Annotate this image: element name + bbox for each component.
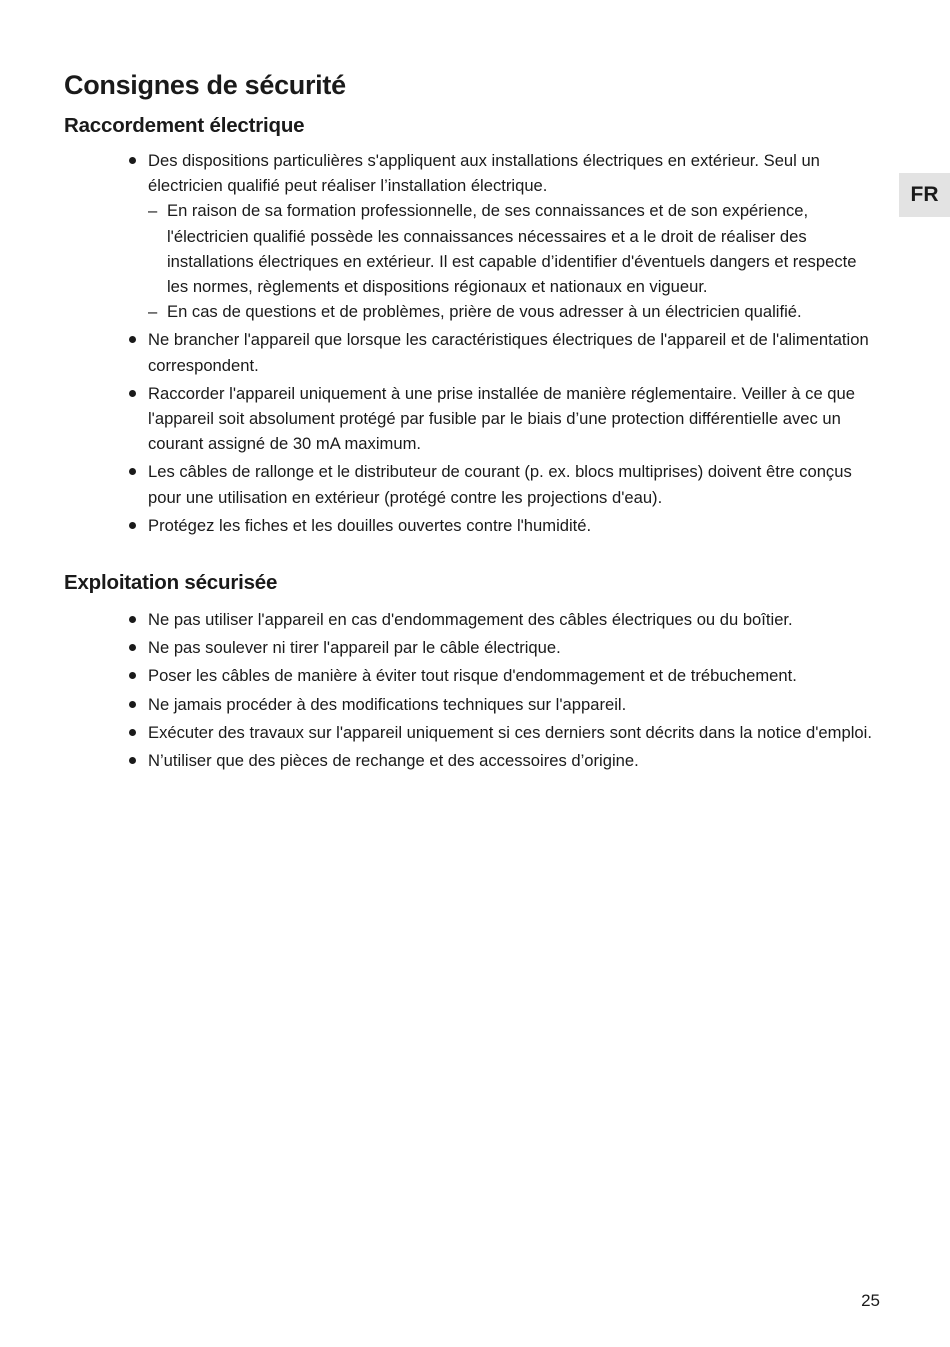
list-item xyxy=(128,748,873,773)
list-item xyxy=(128,148,873,324)
bullet-icon xyxy=(129,336,136,343)
list-item xyxy=(128,327,873,377)
list-item-text: Ne jamais procéder à des modifications techniques sur l'appareil. xyxy=(148,694,627,714)
list-item-text: N’utiliser que des pièces de rechange et des accessoires d’origine. xyxy=(148,751,639,771)
section-heading-safe-operation: Exploitation sécurisée xyxy=(64,571,278,594)
bullet-icon xyxy=(129,757,136,764)
sub-list-item xyxy=(148,299,873,324)
list-item xyxy=(128,635,873,660)
bullet-icon xyxy=(129,390,136,397)
bullet-icon xyxy=(129,616,136,623)
page-title: Consignes de sécurité xyxy=(64,70,346,100)
dash-icon: – xyxy=(148,302,158,322)
page-number: 25 xyxy=(861,1291,880,1310)
section-heading-electrical-connection: Raccordement électrique xyxy=(64,114,305,137)
list-item-text: Protégez les fiches et les douilles ouvertes contre l'humidité. xyxy=(148,515,592,535)
list-item-text: Ne pas utiliser l'appareil en cas d'endommagement des câbles électriques ou du boîtier. xyxy=(148,610,793,629)
list-item-text: Poser les câbles de manière à éviter tout risque d'endommagement et de trébuchement. xyxy=(148,666,797,686)
list-item xyxy=(128,692,873,717)
bullet-icon xyxy=(129,468,136,475)
bullet-icon xyxy=(129,729,136,736)
bullet-icon xyxy=(129,157,136,164)
list-item-text: Ne pas soulever ni tirer l'appareil par le câble électrique. xyxy=(148,638,561,658)
list-item-text: Raccorder l'appareil uniquement à une prise installée de manière réglementaire. Veiller à ce que l'appareil soit absolument protégé par fusible par le biais d’une protection différentielle avec un courant assigné de 30 mA maximum. xyxy=(148,383,855,454)
bullet-icon xyxy=(129,701,136,708)
sub-list-item xyxy=(148,198,873,299)
list-item xyxy=(128,513,873,538)
list-item-text: Les câbles de rallonge et le distributeur de courant (p. ex. blocs multiprises) doivent être conçus pour une utilisation en extérieur (protégé contre les projections d'eau). xyxy=(148,462,852,507)
list-item-text: Des dispositions particulières s'appliquent aux installations électriques en extérieur. Seul un électricien qualifié peut réaliser l’installation électrique. xyxy=(148,151,820,196)
sub-list-item-text: En raison de sa formation professionnelle, de ses connaissances et de son expérience, l'électricien qualifié possède les connaissances nécessaires et a le droit de réaliser des installations électriques en extérieur. Il est capable d’identifier d'éventuels dangers et respecte les normes, règlements et dispositions régionaux et nationaux en vigueur. xyxy=(167,201,857,297)
list-item-text: Exécuter des travaux sur l'appareil uniquement si ces derniers sont décrits dans la notice d'emploi. xyxy=(148,722,872,742)
list-item xyxy=(128,720,873,745)
bullet-icon xyxy=(129,522,136,529)
list-item-text: Ne brancher l'appareil que lorsque les caractéristiques électriques de l'appareil et de l'alimentation correspondent. xyxy=(148,330,869,375)
bullet-icon xyxy=(129,644,136,651)
language-tab: FR xyxy=(899,173,950,217)
list-item xyxy=(128,663,873,688)
list-item xyxy=(128,459,873,509)
bullet-icon xyxy=(129,672,136,679)
sub-list-item-text: En cas de questions et de problèmes, prière de vous adresser à un électricien qualifié. xyxy=(167,302,802,322)
electrical-connection-list xyxy=(128,148,873,541)
list-item xyxy=(128,607,873,632)
dash-icon: – xyxy=(148,201,158,221)
sub-list xyxy=(148,198,873,324)
list-item xyxy=(128,381,873,457)
safe-operation-list xyxy=(128,607,873,776)
